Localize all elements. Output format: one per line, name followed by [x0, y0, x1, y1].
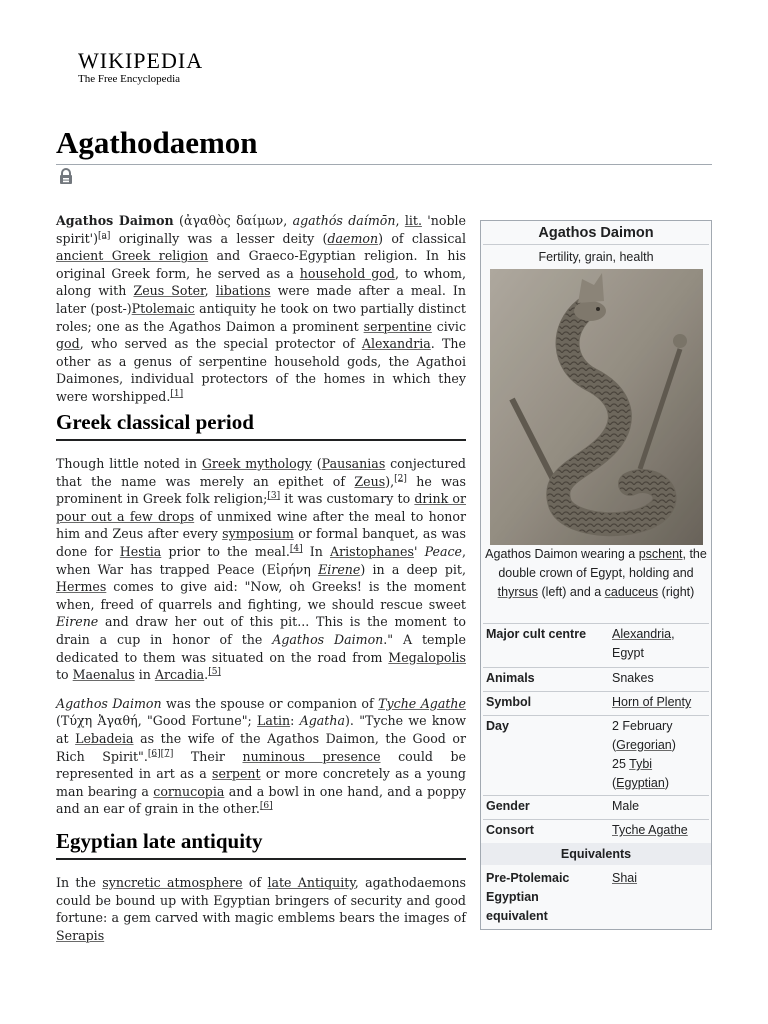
latin-link[interactable]: Latin: [257, 713, 291, 729]
greek-mythology-link[interactable]: Greek mythology: [201, 456, 312, 471]
ref-2[interactable]: [2]: [394, 473, 407, 484]
agatha-text: Agatha: [299, 713, 345, 729]
god-link[interactable]: god: [56, 336, 80, 352]
serpentine-link[interactable]: serpentine: [363, 318, 432, 334]
gender-value: Male: [612, 799, 640, 813]
tyche-agathe-infobox-link[interactable]: Tyche Agathe: [612, 823, 688, 837]
pausanias-link[interactable]: Pausanias: [321, 456, 386, 471]
day-value: 2 February (Gregorian) 25 Tybi (Egyptian): [612, 719, 676, 790]
hestia-link[interactable]: Hestia: [119, 543, 162, 559]
horn-of-plenty-link[interactable]: Horn of Plenty: [612, 695, 692, 709]
megalopolis-link[interactable]: Megalopolis: [388, 649, 466, 665]
greek-paragraph-1: Though little noted in Greek mythology (Pausanias conjectured that the name was merely an epithet of Zeus),[2] he was prominent in Greek folk religion;[3] it was customary to drink or pour out a few drops of unmixed wine after the meal to honor him and Zeus after every symposium or formal banquet, as was done for Hestia prior to the meal.[4] In Aristophanes' Peace, when War has trapped Peace (Εἰρήνη Eirene) in a deep pit, Hermes comes to give aid: "Now, oh Greeks! is the moment when, freed of quarrels and fighting, we should rescue sweet Eirene and draw her out of this pit... This is the moment to drain a cup in honor of the Agathos Daimon." A temple dedicated to them was situated on the road from Megalopolis to Maenalus in Arcadia.[5]: [56, 456, 466, 683]
serapis-link[interactable]: Serapis: [56, 927, 105, 943]
cult-centre-value: Alexandria, Egypt: [612, 627, 675, 660]
maenalus-link[interactable]: Maenalus: [72, 667, 135, 683]
ref-7[interactable]: [7]: [160, 748, 174, 759]
symbol-value: [612, 693, 708, 712]
ref-6[interactable]: [6]: [147, 748, 161, 759]
household-god-link[interactable]: household god: [299, 265, 395, 281]
pre-ptolemaic-value: [612, 869, 708, 888]
logo-wordmark: WIKIPEDIA: [78, 48, 204, 73]
ptolemaic-link[interactable]: Ptolemaic: [131, 300, 195, 316]
hermes-link[interactable]: Hermes: [56, 579, 107, 595]
subject-name: Agathos Daimon: [56, 213, 174, 228]
drink-pour-link[interactable]: drink or pour out a few drops: [56, 491, 466, 524]
infobox-title: Agathos Daimon: [538, 225, 654, 241]
consort-value: [612, 821, 708, 840]
greek-section: [56, 455, 466, 818]
footnote-a[interactable]: [a]: [98, 230, 111, 241]
lebadeia-link[interactable]: Lebadeia: [75, 730, 134, 746]
egyptian-calendar-link[interactable]: Egyptian: [616, 776, 665, 790]
section-heading-egyptian: Egyptian late antiquity: [56, 827, 466, 860]
gregorian-link[interactable]: Gregorian: [616, 738, 672, 752]
gender-label: Gender: [486, 799, 530, 813]
infobox-divider: [483, 244, 709, 245]
animals-value: Snakes: [612, 671, 654, 685]
intro-paragraph: Agathos Daimon (ἀγαθὸς δαίμων, agathós daímōn, lit. 'noble spirit')[a] originally was a lesser deity (daemon) of classical ancient Greek religion and Graeco-Egyptian religion. In his original Greek form, he served as a household god, to whom, along with Zeus Soter, libations were made after a meal. In later (post-)Ptolemaic antiquity he took on two partially distinct roles; one as the Agathos Daimon a prominent serpentine civic god, who served as the special protector of Alexandria. The other as a genus of serpentine household gods, the Agathoi Daimones, individual protectors of the homes in which they were worshipped.[1]: [56, 213, 467, 404]
lock-icon[interactable]: [57, 167, 75, 185]
eirene-text: Eirene: [56, 614, 99, 630]
shai-link[interactable]: Shai: [612, 871, 638, 885]
infobox-divider: [483, 819, 709, 820]
tyche-agathe-link[interactable]: Tyche Agathe: [378, 695, 466, 711]
consort-label: Consort: [486, 823, 534, 837]
transliteration: agathós daímōn: [292, 213, 396, 228]
animals-label: Animals: [486, 671, 535, 685]
agathos-daimon-italic: Agathos Daimon: [56, 695, 162, 711]
serpent-link[interactable]: serpent: [211, 766, 261, 782]
libations-link[interactable]: libations: [215, 283, 271, 299]
cornucopia-link[interactable]: cornucopia: [153, 783, 225, 799]
infobox-subtitle: Fertility, grain, health: [538, 250, 654, 264]
ref-5[interactable]: [5]: [208, 666, 221, 677]
page-title: Agathodaemon: [56, 125, 258, 160]
greek-name: ἀγαθὸς δαίμων: [183, 213, 284, 228]
symbol-label: Symbol: [486, 695, 532, 709]
infobox-divider: [483, 715, 709, 716]
agathos-daimon-relief-image[interactable]: [490, 269, 703, 545]
ref-6b[interactable]: [6]: [259, 801, 273, 812]
alexandria-infobox-link[interactable]: Alexandria: [612, 627, 672, 641]
ref-4[interactable]: [4]: [289, 543, 303, 554]
title-divider: [56, 164, 712, 165]
symposium-link[interactable]: symposium: [222, 526, 294, 542]
numinous-link[interactable]: numinous presence: [242, 748, 381, 764]
wikipedia-logo[interactable]: [78, 50, 203, 85]
late-antiquity-link[interactable]: late Antiquity: [267, 875, 355, 890]
lit-abbr-link[interactable]: lit.: [404, 213, 422, 228]
ancient-greek-religion-link[interactable]: ancient Greek religion: [56, 248, 209, 264]
egyptian-section: [56, 874, 466, 944]
intro-section: [56, 212, 466, 406]
cult-centre-label: Major cult centre: [486, 627, 587, 641]
caduceus-link[interactable]: caduceus: [604, 585, 659, 599]
infobox: [480, 220, 712, 930]
pschent-link[interactable]: pschent: [638, 547, 683, 561]
image-caption: Agathos Daimon wearing a pschent, the double crown of Egypt, holding and thyrsus (left) and a caduceus (right): [485, 547, 707, 599]
eirene-link[interactable]: Eirene: [318, 561, 361, 577]
infobox-divider: [483, 623, 709, 624]
day-label: Day: [486, 719, 509, 733]
agathos-daimon-italic: Agathos Daimon: [272, 631, 384, 647]
logo-tagline: The Free Encyclopedia: [78, 73, 181, 85]
syncretic-link[interactable]: syncretic atmosphere: [102, 875, 243, 890]
pre-ptolemaic-label: Pre-Ptolemaic Egyptian equivalent: [486, 871, 570, 923]
equivalents-header: Equivalents: [481, 843, 711, 865]
ref-3[interactable]: [3]: [267, 491, 281, 501]
arcadia-link[interactable]: Arcadia: [154, 667, 205, 683]
aristophanes-link[interactable]: Aristophanes: [330, 543, 414, 559]
zeus-link[interactable]: Zeus: [354, 473, 386, 489]
egyptian-paragraph: In the syncretic atmosphere of late Antiquity, agathodaemons could be bound up with Egyptian bringers of security and good fortune: a gem carved with magic emblems bears the images of Serapis: [56, 875, 467, 943]
peace-title: Peace: [424, 543, 462, 559]
infobox-divider: [483, 667, 709, 668]
section-heading-greek-classical: Greek classical period: [56, 408, 466, 441]
tyche-greek: Τύχη Ἀγαθή: [60, 713, 138, 729]
eirene-greek: Εἰρήνη: [266, 561, 311, 577]
daemon-link[interactable]: daemon: [327, 230, 379, 246]
greek-paragraph-2: Agathos Daimon was the spouse or companion of Tyche Agathe (Τύχη Ἀγαθή, "Good Fortune"; Latin: Agatha). "Tyche we know at Lebadeia as the wife of the Agathos Daimon, the Good or Rich Spirit".[6][7] Their numinous presence could be represented in art as a serpent or more concretely as a young man bearing a cornucopia and a bowl in one hand, and a poppy and an ear of grain in the other.[6]: [56, 695, 467, 817]
infobox-divider: [483, 691, 709, 692]
tybi-link[interactable]: Tybi: [629, 757, 653, 771]
infobox-divider: [483, 795, 709, 796]
thyrsus-link[interactable]: thyrsus: [497, 585, 538, 599]
zeus-soter-link[interactable]: Zeus Soter: [133, 283, 205, 299]
alexandria-link[interactable]: Alexandria: [361, 336, 431, 352]
ref-1[interactable]: [1]: [170, 388, 184, 399]
